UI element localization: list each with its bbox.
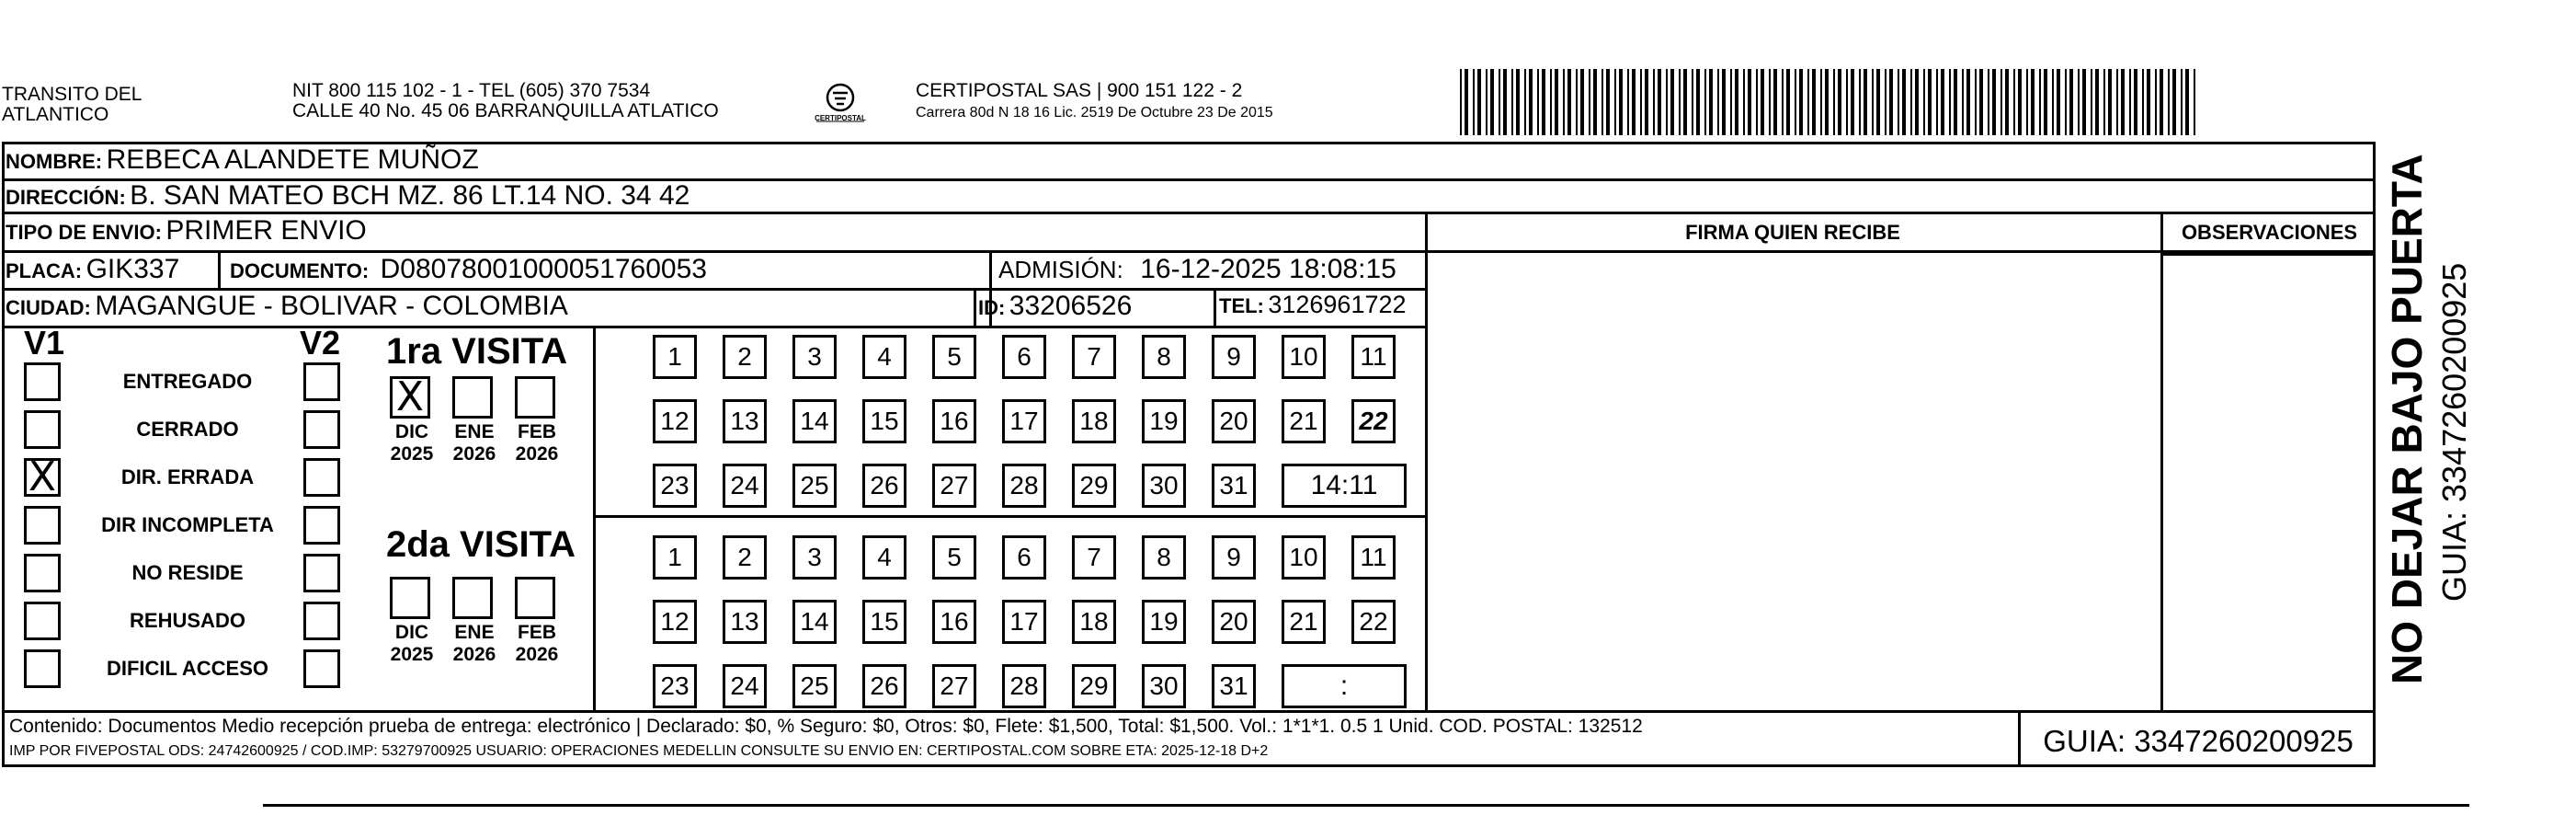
barcode-bar <box>1941 69 1944 135</box>
day-box[interactable]: 9 <box>1212 335 1256 379</box>
barcode-bar <box>1864 69 1867 135</box>
sender-org-line1: TRANSITO DEL <box>2 84 142 105</box>
barcode-bar <box>2185 69 2189 135</box>
barcode-bar <box>1851 69 1854 135</box>
day-box[interactable]: 4 <box>862 335 906 379</box>
barcode-bar <box>1563 69 1565 135</box>
month-checkbox[interactable] <box>452 376 493 419</box>
barcode-bar <box>2168 69 2170 135</box>
status-label: DIR. ERRADA <box>120 465 255 488</box>
barcode-bar <box>1658 69 1661 135</box>
barcode-bar <box>1782 69 1784 135</box>
day-box[interactable]: 5 <box>932 535 976 580</box>
time-box[interactable]: 14:11 <box>1282 464 1407 508</box>
col-divider <box>1425 212 1428 711</box>
barcode-bar <box>1756 69 1758 135</box>
v2-checkbox[interactable] <box>303 458 340 497</box>
day-box[interactable]: 12 <box>653 600 697 644</box>
barcode-bar <box>1988 69 1989 135</box>
day-box[interactable]: 9 <box>1212 535 1256 580</box>
barcode-bar <box>1666 69 1668 135</box>
tipo-label: TIPO DE ENVIO: <box>6 221 162 244</box>
barcode-bar <box>1992 69 1996 135</box>
certipostal-logo <box>813 79 868 131</box>
barcode-bar <box>2065 69 2067 135</box>
day-box[interactable]: 5 <box>932 335 976 379</box>
direccion-label: DIRECCIÓN: <box>6 186 126 209</box>
day-box[interactable]: 24 <box>723 664 767 708</box>
day-box[interactable]: 8 <box>1142 335 1186 379</box>
barcode-bar <box>1936 69 1938 135</box>
barcode <box>1460 69 2197 135</box>
day-box[interactable]: 1 <box>653 335 697 379</box>
nombre-row <box>6 144 479 176</box>
barcode-bar <box>2103 69 2105 135</box>
id-field <box>978 291 1132 322</box>
barcode-bar <box>1704 69 1706 135</box>
visit-divider <box>593 515 1427 518</box>
barcode-bar <box>1486 69 1487 135</box>
barcode-bar <box>1807 69 1809 135</box>
carrier-info <box>916 81 1273 121</box>
barcode-bar <box>1730 69 1732 135</box>
firma-header: FIRMA QUIEN RECIBE <box>1685 221 1900 244</box>
col-divider <box>2160 212 2163 711</box>
carrier-license: Carrera 80d N 18 16 Lic. 2519 De Octubre 23 De 2015 <box>916 105 1273 121</box>
day-box[interactable]: 15 <box>862 600 906 644</box>
barcode-bar <box>1872 69 1874 135</box>
barcode-bar <box>2134 69 2137 135</box>
barcode-bar <box>2000 69 2002 135</box>
day-box[interactable]: 15 <box>862 399 906 443</box>
barcode-bar <box>1490 69 1494 135</box>
barcode-bar <box>1928 69 1932 135</box>
sender-contact <box>292 81 719 121</box>
col-divider <box>593 326 596 710</box>
day-box[interactable]: 19 <box>1142 399 1186 443</box>
day-box[interactable]: 31 <box>1212 464 1256 508</box>
footer-guia: GUIA: 3347260200925 <box>2043 724 2354 758</box>
barcode-bar <box>2160 69 2163 135</box>
side-notice-wrap <box>2381 154 2433 684</box>
barcode-bar <box>1795 69 1796 135</box>
month-checkbox[interactable]: X <box>390 376 430 419</box>
barcode-bar <box>1601 69 1603 135</box>
month-checkbox[interactable] <box>515 577 555 619</box>
admision-field <box>998 254 1396 285</box>
ciudad-value: MAGANGUE - BOLIVAR - COLOMBIA <box>95 291 568 321</box>
barcode-bar <box>1614 69 1616 135</box>
barcode-bar <box>2155 69 2157 135</box>
barcode-bar <box>1606 69 1610 135</box>
visit1-title: 1ra VISITA <box>386 331 568 372</box>
barcode-bar <box>1761 69 1764 135</box>
day-box[interactable]: 30 <box>1142 664 1186 708</box>
barcode-bar <box>1833 69 1835 135</box>
barcode-bar <box>1511 69 1513 135</box>
day-box[interactable]: 11 <box>1351 535 1396 580</box>
barcode-bar <box>1516 69 1520 135</box>
barcode-bar <box>1743 69 1745 135</box>
barcode-bar <box>1542 69 1545 135</box>
direccion-value: B. SAN MATEO BCH MZ. 86 LT.14 NO. 34 42 <box>130 180 690 211</box>
sender-org-line2: ATLANTICO <box>2 104 109 125</box>
status-label: DIR INCOMPLETA <box>101 513 274 536</box>
col-divider <box>974 288 976 326</box>
barcode-bar <box>1555 69 1558 135</box>
barcode-bar <box>2044 69 2047 135</box>
barcode-bar <box>2095 69 2099 135</box>
v1-checkbox[interactable] <box>24 410 61 449</box>
tipo-value: PRIMER ENVIO <box>165 215 367 246</box>
status-label: NO RESIDE <box>131 561 244 584</box>
barcode-bar <box>2052 69 2054 135</box>
barcode-bar <box>1846 69 1848 135</box>
barcode-bar <box>2057 69 2060 135</box>
observaciones-header: OBSERVACIONES <box>2181 221 2358 244</box>
day-box[interactable]: 8 <box>1142 535 1186 580</box>
barcode-bar <box>1477 69 1481 135</box>
status-label: ENTREGADO <box>122 370 253 393</box>
barcode-bar <box>2078 69 2080 135</box>
barcode-bar <box>1838 69 1841 135</box>
time-box[interactable]: : <box>1282 664 1407 708</box>
sender-nit: NIT 800 115 102 - 1 - TEL (605) 370 7534 <box>292 80 651 101</box>
tipo-row <box>6 215 367 247</box>
barcode-bar <box>1465 69 1468 135</box>
month-label: FEB 2026 <box>515 421 559 465</box>
day-box[interactable]: 16 <box>932 399 976 443</box>
barcode-bar <box>1593 69 1597 135</box>
barcode-bar <box>1923 69 1925 135</box>
month-label: ENE 2026 <box>452 421 496 465</box>
barcode-bar <box>2181 69 2183 135</box>
barcode-bar <box>1580 69 1584 135</box>
month-label: DIC 2025 <box>390 421 434 465</box>
barcode-bar <box>1949 69 1951 135</box>
ciudad-field <box>6 291 568 322</box>
status-label: REHUSADO <box>130 609 245 632</box>
barcode-bar <box>1589 69 1590 135</box>
visit2-title: 2da VISITA <box>386 524 576 565</box>
month-label: ENE 2026 <box>452 622 496 665</box>
barcode-bar <box>1979 69 1983 135</box>
barcode-bar <box>1954 69 1957 135</box>
day-box[interactable]: 20 <box>1212 600 1256 644</box>
tel-field <box>1219 291 1407 319</box>
day-box[interactable]: 4 <box>862 535 906 580</box>
documento-field <box>230 254 707 285</box>
day-box[interactable]: 31 <box>1212 664 1256 708</box>
barcode-bar <box>2147 69 2150 135</box>
day-box[interactable]: 19 <box>1142 600 1186 644</box>
barcode-bar <box>1820 69 1822 135</box>
row-divider <box>2 250 2376 253</box>
day-box[interactable]: 10 <box>1282 535 1326 580</box>
v1-label: V1 <box>24 324 65 362</box>
barcode-bar <box>1529 69 1533 135</box>
barcode-bar <box>1915 69 1919 135</box>
barcode-bar <box>1550 69 1552 135</box>
barcode-bar <box>1812 69 1816 135</box>
v1-checkbox[interactable]: X <box>24 458 61 497</box>
day-box[interactable]: 13 <box>723 600 767 644</box>
day-box[interactable]: 2 <box>723 535 767 580</box>
day-box[interactable]: 23 <box>653 464 697 508</box>
day-box[interactable]: 18 <box>1072 600 1116 644</box>
day-box[interactable]: 20 <box>1212 399 1256 443</box>
v1-checkbox[interactable] <box>24 362 61 401</box>
barcode-bar <box>1683 69 1687 135</box>
id-label: ID: <box>978 296 1006 319</box>
barcode-bar <box>1679 69 1681 135</box>
day-box[interactable]: 22 <box>1351 600 1396 644</box>
barcode-bar <box>2142 69 2144 135</box>
barcode-bar <box>1825 69 1829 135</box>
v2-checkbox[interactable] <box>303 602 340 640</box>
barcode-bar <box>2116 69 2118 135</box>
barcode-bar <box>2121 69 2125 135</box>
barcode-bar <box>1576 69 1578 135</box>
day-box[interactable]: 24 <box>723 464 767 508</box>
barcode-bar <box>2129 69 2131 135</box>
barcode-bar <box>1537 69 1539 135</box>
barcode-bar <box>1640 69 1642 135</box>
day-box[interactable]: 3 <box>792 535 837 580</box>
sender-address: CALLE 40 No. 45 06 BARRANQUILLA ATLATICO <box>292 100 719 121</box>
barcode-bar <box>2082 69 2086 135</box>
day-box[interactable]: 10 <box>1282 335 1326 379</box>
side-guia-wrap <box>2434 169 2475 602</box>
side-guia: GUIA: 3347260200925 <box>2435 262 2473 602</box>
day-box[interactable]: 6 <box>1002 335 1046 379</box>
admision-value: 16-12-2025 18:08:15 <box>1140 254 1396 284</box>
barcode-bar <box>1786 69 1790 135</box>
v2-label: V2 <box>300 324 341 362</box>
row-divider <box>2 212 2376 214</box>
barcode-bar <box>2194 69 2195 135</box>
day-box[interactable]: 3 <box>792 335 837 379</box>
day-box[interactable]: 22 <box>1351 399 1396 443</box>
row-divider <box>2160 253 2376 256</box>
barcode-bar <box>2013 69 2015 135</box>
col-divider <box>1214 288 1216 326</box>
v2-checkbox[interactable] <box>303 554 340 592</box>
barcode-bar <box>1524 69 1526 135</box>
barcode-bar <box>2031 69 2035 135</box>
barcode-bar <box>1748 69 1751 135</box>
day-box[interactable]: 13 <box>723 399 767 443</box>
month-checkbox[interactable] <box>452 577 493 619</box>
v2-checkbox[interactable] <box>303 649 340 688</box>
day-box[interactable]: 21 <box>1282 600 1326 644</box>
month-checkbox[interactable] <box>515 376 555 419</box>
barcode-bar <box>1696 69 1700 135</box>
day-box[interactable]: 17 <box>1002 399 1046 443</box>
v1-checkbox[interactable] <box>24 649 61 688</box>
barcode-bar <box>1567 69 1571 135</box>
v1-checkbox[interactable] <box>24 554 61 592</box>
day-box[interactable]: 26 <box>862 464 906 508</box>
day-box[interactable]: 25 <box>792 664 837 708</box>
status-label: CERRADO <box>136 418 239 441</box>
barcode-bar <box>2172 69 2176 135</box>
status-label: DIFICIL ACCESO <box>106 657 268 680</box>
day-box[interactable]: 26 <box>862 664 906 708</box>
barcode-bar <box>1975 69 1977 135</box>
barcode-bar <box>1769 69 1771 135</box>
day-box[interactable]: 30 <box>1142 464 1186 508</box>
v1-checkbox[interactable] <box>24 602 61 640</box>
day-box[interactable]: 14 <box>792 600 837 644</box>
day-box[interactable]: 29 <box>1072 464 1116 508</box>
v1-checkbox[interactable] <box>24 506 61 545</box>
day-box[interactable]: 6 <box>1002 535 1046 580</box>
v2-checkbox[interactable] <box>303 506 340 545</box>
barcode-bar <box>1859 69 1861 135</box>
row-divider <box>2 326 1427 328</box>
placa-label: PLACA: <box>6 259 83 282</box>
day-box[interactable]: 11 <box>1351 335 1396 379</box>
footer-imp: IMP POR FIVEPOSTAL ODS: 24742600925 / COD.IMP: 53279700925 USUARIO: OPERACIONES MEDELLIN CONSULTE SU ENVIO EN: CERTIPOSTAL.COM SOBRE ETA: 2025-12-18 D+2 <box>9 743 1269 759</box>
documento-value: D08078001000051760053 <box>380 254 707 284</box>
day-box[interactable]: 17 <box>1002 600 1046 644</box>
day-box[interactable]: 29 <box>1072 664 1116 708</box>
month-label: DIC 2025 <box>390 622 434 665</box>
day-box[interactable]: 28 <box>1002 664 1046 708</box>
v2-checkbox[interactable] <box>303 410 340 449</box>
barcode-bar <box>1460 69 1462 135</box>
nombre-value: REBECA ALANDETE MUÑOZ <box>106 144 479 175</box>
day-box[interactable]: 1 <box>653 535 697 580</box>
barcode-bar <box>1735 69 1738 135</box>
day-box[interactable]: 18 <box>1072 399 1116 443</box>
direccion-row <box>6 180 690 212</box>
side-notice: NO DEJAR BAJO PUERTA <box>2383 154 2431 684</box>
barcode-bar <box>1632 69 1636 135</box>
placa-value: GIK337 <box>85 254 180 284</box>
day-box[interactable]: 28 <box>1002 464 1046 508</box>
ciudad-label: CIUDAD: <box>6 296 91 319</box>
barcode-bar <box>2108 69 2112 135</box>
barcode-bar <box>1910 69 1912 135</box>
barcode-bar <box>1876 69 1880 135</box>
barcode-bar <box>1799 69 1803 135</box>
documento-label: DOCUMENTO: <box>230 259 370 282</box>
barcode-bar <box>1898 69 1899 135</box>
logo-text: CERTIPOSTAL <box>815 114 866 122</box>
barcode-bar <box>1692 69 1693 135</box>
placa-field <box>6 254 179 285</box>
barcode-bar <box>1670 69 1674 135</box>
barcode-bar <box>1627 69 1629 135</box>
barcode-bar <box>1619 69 1623 135</box>
id-value: 33206526 <box>1009 291 1133 321</box>
month-checkbox[interactable] <box>390 577 430 619</box>
footer-content: Contenido: Documentos Medio recepción prueba de entrega: electrónico | Declarado: $0, % Seguro: $0, Otros: $0, Flete: $1,500, Total: $1,500. Vol.: 1*1*1. 0.5 1 Unid. COD. POSTAL: 132512 <box>9 716 1643 737</box>
day-box[interactable]: 21 <box>1282 399 1326 443</box>
barcode-bar <box>1902 69 1906 135</box>
barcode-bar <box>2005 69 2009 135</box>
v2-checkbox[interactable] <box>303 362 340 401</box>
day-box[interactable]: 23 <box>653 664 697 708</box>
barcode-bar <box>1473 69 1475 135</box>
day-box[interactable]: 7 <box>1072 535 1116 580</box>
barcode-bar <box>1503 69 1507 135</box>
barcode-bar <box>2069 69 2073 135</box>
day-box[interactable]: 2 <box>723 335 767 379</box>
barcode-bar <box>2039 69 2041 135</box>
barcode-bar <box>1722 69 1726 135</box>
barcode-bar <box>1717 69 1719 135</box>
month-label: FEB 2026 <box>515 622 559 665</box>
day-box[interactable]: 27 <box>932 464 976 508</box>
barcode-bar <box>1966 69 1970 135</box>
day-box[interactable]: 27 <box>932 664 976 708</box>
barcode-bar <box>1773 69 1777 135</box>
barcode-bar <box>1709 69 1713 135</box>
day-box[interactable]: 14 <box>792 399 837 443</box>
barcode-bar <box>1885 69 1886 135</box>
barcode-bar <box>1889 69 1893 135</box>
day-box[interactable]: 16 <box>932 600 976 644</box>
sender-org <box>2 85 142 125</box>
tel-value: 3126961722 <box>1268 291 1407 318</box>
nombre-label: NOMBRE: <box>6 150 103 173</box>
barcode-bar <box>2091 69 2092 135</box>
barcode-bar <box>2018 69 2022 135</box>
tel-label: TEL: <box>1219 294 1264 317</box>
day-box[interactable]: 12 <box>653 399 697 443</box>
carrier-line: CERTIPOSTAL SAS | 900 151 122 - 2 <box>916 80 1243 101</box>
col-divider <box>218 250 221 289</box>
day-box[interactable]: 25 <box>792 464 837 508</box>
barcode-bar <box>1962 69 1964 135</box>
barcode-bar <box>1499 69 1500 135</box>
bottom-rule <box>263 804 2469 807</box>
barcode-bar <box>1645 69 1648 135</box>
admision-label: ADMISIÓN: <box>998 256 1123 283</box>
barcode-bar <box>2026 69 2028 135</box>
barcode-bar <box>1653 69 1655 135</box>
day-box[interactable]: 7 <box>1072 335 1116 379</box>
